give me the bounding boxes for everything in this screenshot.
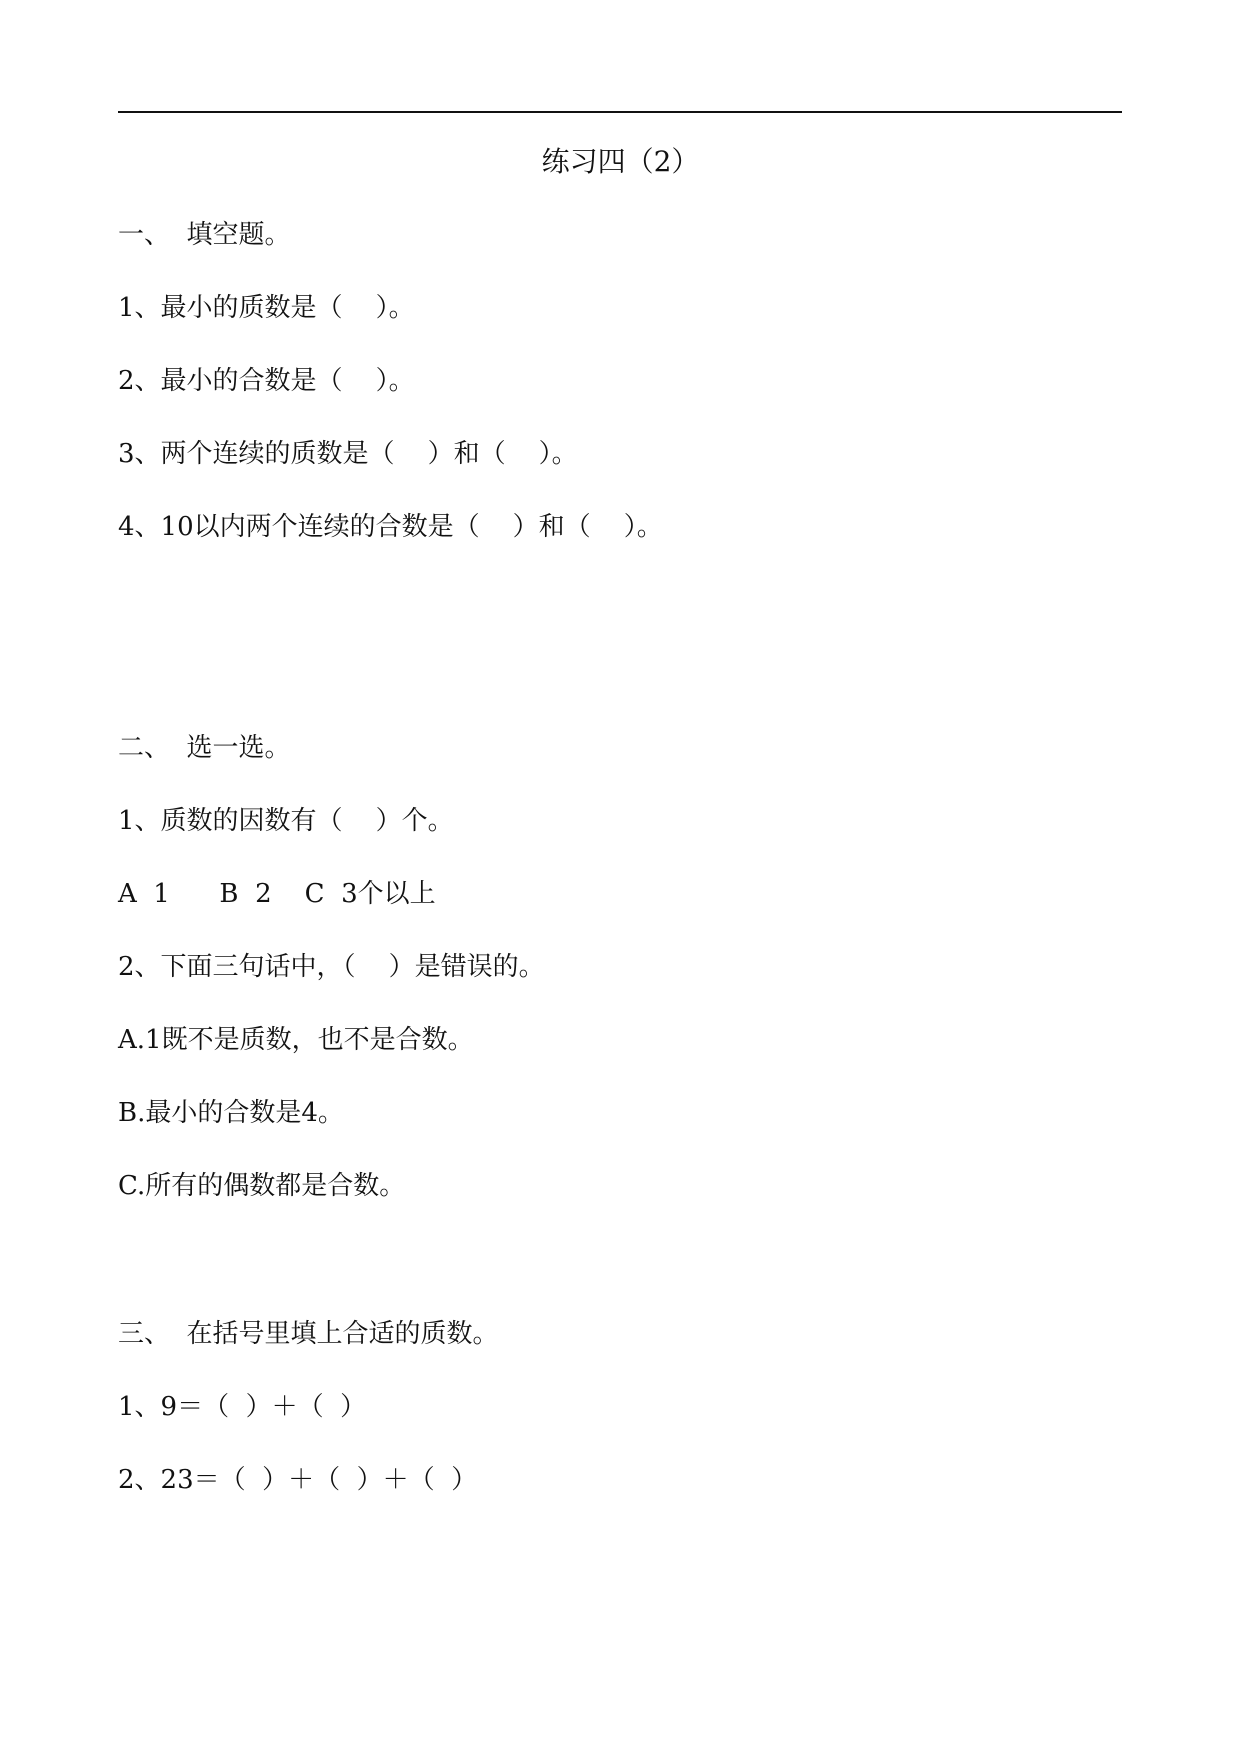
section2-question-1: 1、质数的因数有（ ）个。 (118, 806, 454, 836)
header-rule (118, 111, 1122, 113)
section2-question-1-options: A 1 B 2 C 3个以上 (118, 879, 436, 909)
page-title: 练习四（2） (541, 145, 700, 178)
section3-question-1: 1、9＝（ ）＋（ ） (118, 1392, 367, 1422)
section2-question-2-option-c: C.所有的偶数都是合数。 (118, 1171, 406, 1201)
section1-question-2: 2、最小的合数是（ ）。 (118, 366, 415, 396)
section3-heading: 三、 在括号里填上合适的质数。 (118, 1319, 499, 1349)
section2-question-2: 2、下面三句话中，（ ）是错误的。 (118, 952, 545, 982)
section3-question-2: 2、23＝（ ）＋（ ）＋（ ） (118, 1465, 478, 1495)
section1-question-3: 3、两个连续的质数是（ ）和（ ）。 (118, 439, 578, 469)
section2-question-2-option-b: B.最小的合数是4。 (118, 1098, 344, 1128)
section1-question-4: 4、10以内两个连续的合数是（ ）和（ ）。 (118, 512, 663, 542)
section2-heading: 二、 选一选。 (118, 733, 291, 763)
section1-question-1: 1、最小的质数是（ ）。 (118, 293, 415, 323)
section1-heading: 一、 填空题。 (118, 220, 291, 250)
section2-question-2-option-a: A.1既不是质数，也不是合数。 (118, 1025, 474, 1055)
